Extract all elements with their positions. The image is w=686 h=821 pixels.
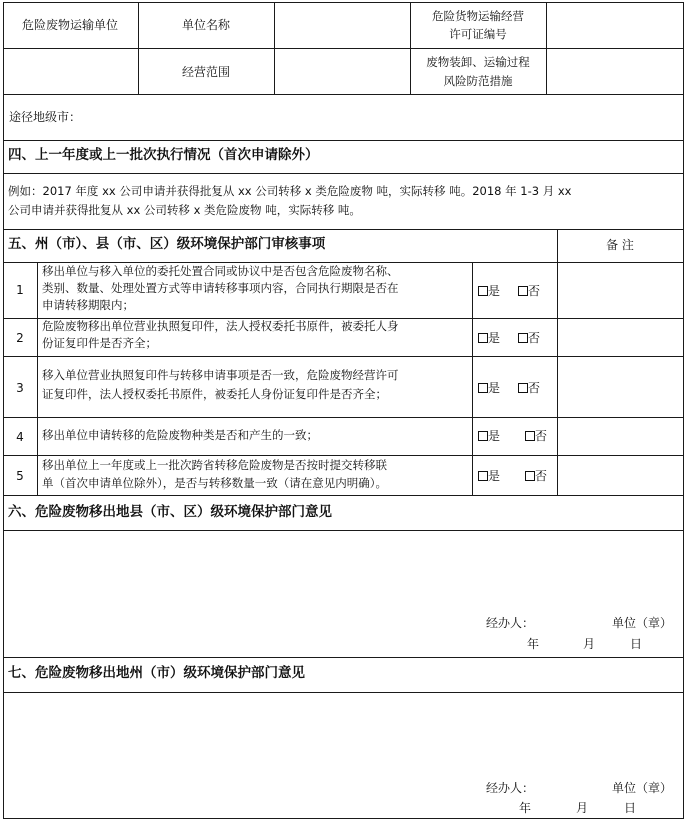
yes-label: 是 xyxy=(488,331,501,345)
checkbox-icon xyxy=(478,383,488,393)
route-cities-field[interactable] xyxy=(90,95,683,140)
section-6-title: 六、危险废物移出地县（市、区）级环境保护部门意见 xyxy=(8,504,332,520)
risk-measures-value[interactable] xyxy=(547,49,683,94)
section-6-month-label: 月 xyxy=(583,637,596,651)
item-number: 2 xyxy=(16,331,24,345)
item-number: 4 xyxy=(16,430,24,444)
item-text-line: 危险废物移出单位营业执照复印件，法人授权委托书原件，被委托人身 xyxy=(42,319,399,333)
border-right xyxy=(683,2,684,819)
transport-unit-value[interactable] xyxy=(4,49,138,94)
item-3-remark-field[interactable] xyxy=(558,357,683,417)
risk-measures-label-line2: 风险防范措施 xyxy=(443,74,513,88)
section-6-unit-seal-label: 单位（章） xyxy=(612,616,673,630)
section-7-month-label: 月 xyxy=(576,801,589,815)
item-1-no-checkbox[interactable] xyxy=(518,285,540,297)
section-5-title: 五、州（市）、县（市、区）级环境保护部门审核事项 xyxy=(8,236,326,252)
item-text-line: 申请转移期限内； xyxy=(42,298,134,312)
item-4-no-checkbox[interactable] xyxy=(525,430,547,442)
item-text-line: 份证复印件是否齐全； xyxy=(42,336,157,350)
section-7-handler-label: 经办人： xyxy=(486,781,535,795)
item-1-remark-field[interactable] xyxy=(558,263,683,318)
section-4-example-line2: 公司申请并获得批复从 xx 公司转移 x 类危险废物 吨，实际转移 吨。 xyxy=(8,203,361,217)
yes-label: 是 xyxy=(488,284,501,298)
transport-license-label-line2: 许可证编号 xyxy=(449,27,507,41)
yes-label: 是 xyxy=(488,381,501,395)
item-2-no-checkbox[interactable] xyxy=(518,332,540,344)
section-6-opinion-field[interactable] xyxy=(4,531,683,611)
no-label: 否 xyxy=(528,331,541,345)
grid-line xyxy=(3,140,684,141)
unit-name-label: 单位名称 xyxy=(181,18,231,32)
no-label: 否 xyxy=(528,284,541,298)
transport-license-value[interactable] xyxy=(547,3,683,48)
checkbox-icon xyxy=(478,333,488,343)
item-1-yes-checkbox[interactable] xyxy=(478,285,500,297)
item-number: 5 xyxy=(16,469,24,483)
section-7-day-label: 日 xyxy=(624,801,637,815)
item-text-line: 类别、数量、处理处置方式等申请转移事项内容，合同执行期限是否在 xyxy=(42,281,399,295)
no-label: 否 xyxy=(528,381,541,395)
remark-header: 备 注 xyxy=(606,238,634,252)
grid-line xyxy=(3,495,684,496)
risk-measures-label-line1: 废物装卸、运输过程 xyxy=(426,55,530,69)
section-4-example-line1: 例如：2017 年度 xx 公司申请并获得批复从 xx 公司转移 x 类危险废物 吨，实际转移 吨。2018 年 1-3 月 xx xyxy=(8,184,572,198)
item-3-no-checkbox[interactable] xyxy=(518,382,540,394)
item-4-yes-checkbox[interactable] xyxy=(478,430,500,442)
item-5-remark-field[interactable] xyxy=(558,456,683,495)
transport-license-label-line1: 危险货物运输经营 xyxy=(432,9,524,23)
border-bottom xyxy=(3,818,684,819)
transport-unit-label: 危险废物运输单位 xyxy=(21,18,119,32)
checkbox-icon xyxy=(478,286,488,296)
grid-line xyxy=(3,173,684,174)
item-text-line: 移出单位上一年度或上一批次跨省转移危险废物是否按时提交转移联 xyxy=(42,458,387,472)
item-5-yes-checkbox[interactable] xyxy=(478,470,500,482)
no-label: 否 xyxy=(535,429,548,443)
unit-name-value[interactable] xyxy=(275,3,409,48)
business-scope-value[interactable] xyxy=(275,49,409,94)
section-7-unit-seal-label: 单位（章） xyxy=(612,781,673,795)
grid-line xyxy=(3,657,684,658)
section-7-title: 七、危险废物移出地州（市）级环境保护部门意见 xyxy=(8,665,305,681)
section-6-handler-label: 经办人： xyxy=(486,616,535,630)
grid-line xyxy=(472,262,473,495)
item-4-remark-field[interactable] xyxy=(558,418,683,455)
checkbox-icon xyxy=(478,471,488,481)
checkbox-icon xyxy=(478,431,488,441)
checkbox-icon xyxy=(518,383,528,393)
section-7-opinion-field[interactable] xyxy=(4,693,683,773)
section-6-year-label: 年 xyxy=(527,637,540,651)
checkbox-icon xyxy=(525,431,535,441)
checkbox-icon xyxy=(518,286,528,296)
route-cities-label: 途径地级市： xyxy=(9,110,82,124)
section-6-day-label: 日 xyxy=(630,637,643,651)
grid-line xyxy=(3,229,684,230)
yes-label: 是 xyxy=(488,429,501,443)
item-text-line: 移出单位申请转移的危险废物种类是否和产生的一致； xyxy=(42,428,318,442)
yes-label: 是 xyxy=(488,469,501,483)
section-7-year-label: 年 xyxy=(519,801,532,815)
item-text-line: 证复印件，法人授权委托书原件，被委托人身份证复印件是否齐全； xyxy=(42,387,387,401)
checkbox-icon xyxy=(525,471,535,481)
item-text-line: 移入单位营业执照复印件与转移申请事项是否一致，危险废物经营许可 xyxy=(42,368,399,382)
item-3-yes-checkbox[interactable] xyxy=(478,382,500,394)
item-2-yes-checkbox[interactable] xyxy=(478,332,500,344)
item-2-remark-field[interactable] xyxy=(558,319,683,356)
checkbox-icon xyxy=(518,333,528,343)
item-text-line: 单（首次申请单位除外），是否与转移数量一致（请在意见内明确）。 xyxy=(42,476,387,490)
grid-line xyxy=(37,262,38,495)
section-4-title: 四、上一年度或上一批次执行情况（首次申请除外） xyxy=(8,147,319,163)
item-text-line: 移出单位与移入单位的委托处置合同或协议中是否包含危险废物名称、 xyxy=(42,264,399,278)
business-scope-label: 经营范围 xyxy=(181,65,231,79)
item-number: 1 xyxy=(16,283,24,297)
item-number: 3 xyxy=(16,381,24,395)
item-5-no-checkbox[interactable] xyxy=(525,470,547,482)
no-label: 否 xyxy=(535,469,548,483)
